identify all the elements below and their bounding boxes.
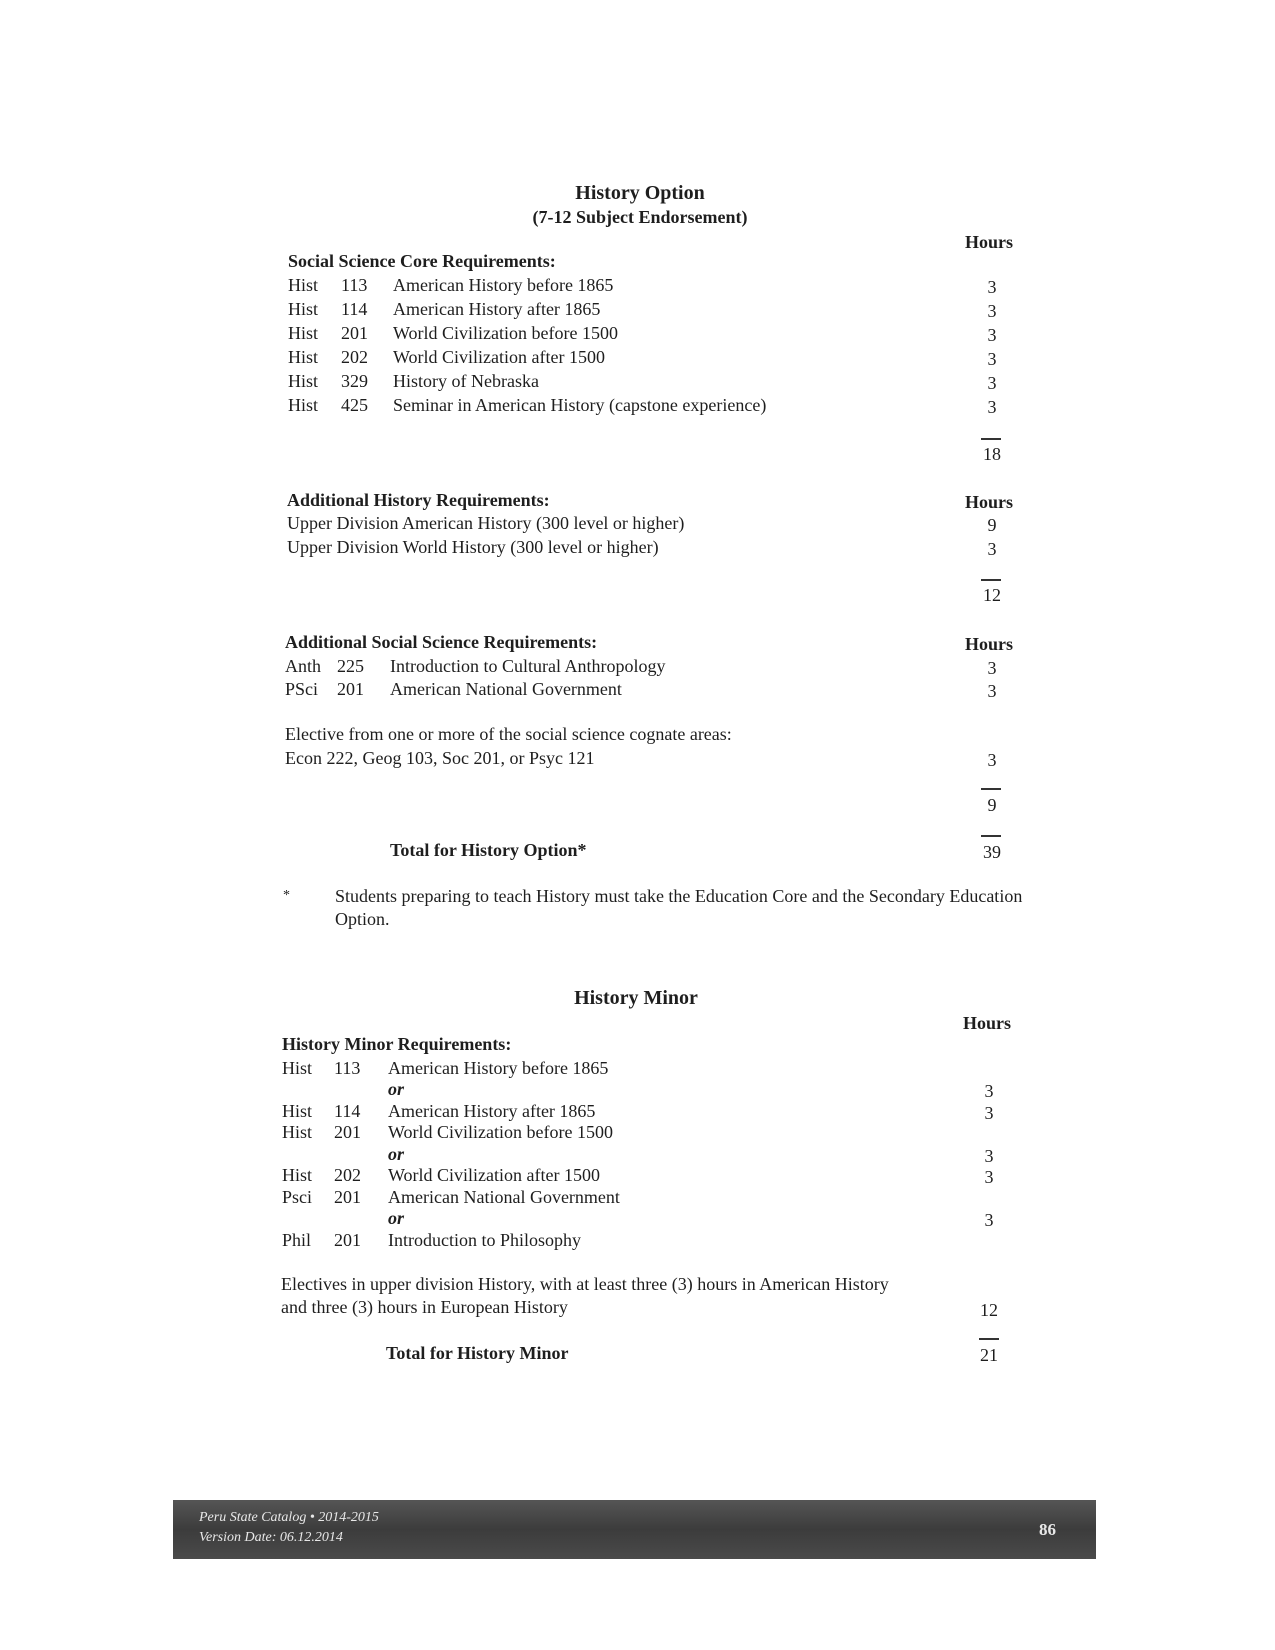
course-number: 113: [334, 1058, 361, 1078]
hours-header: Hours: [965, 232, 1014, 252]
course-hours: 3: [987, 301, 997, 321]
course-hours: 3: [987, 373, 997, 393]
course-number: 202: [341, 347, 368, 367]
course-name: Seminar in American History (capstone experience): [393, 395, 767, 415]
subtotal: 9: [987, 795, 997, 815]
course-hours: 3: [987, 325, 997, 345]
elective-text: Elective from one or more of the social science cognate areas:: [285, 724, 732, 744]
course-number: 201: [341, 323, 368, 343]
course-name: World Civilization before 1500: [393, 323, 618, 343]
section-heading: Additional Social Science Requirements:: [285, 632, 598, 652]
course-number: 113: [341, 275, 368, 295]
hours-header: Hours: [965, 634, 1014, 654]
course-dept: Hist: [288, 347, 319, 367]
subtotal: 18: [983, 444, 1001, 464]
or-separator: or: [388, 1144, 405, 1164]
course-hours: 3: [987, 681, 997, 701]
minor-title: History Minor: [574, 987, 698, 1009]
option-subtitle: (7-12 Subject Endorsement): [532, 207, 748, 227]
course-number: 425: [341, 395, 368, 415]
course-dept: Hist: [288, 395, 319, 415]
course-hours: 3: [987, 397, 997, 417]
footer-catalog: Peru State Catalog • 2014-2015: [199, 1510, 379, 1525]
footnote-text: Students preparing to teach History must take the Education Core and the Secondary Education: [335, 886, 1023, 906]
section-heading: History Minor Requirements:: [282, 1034, 512, 1054]
course-dept: Psci: [282, 1187, 313, 1207]
course-dept: Hist: [288, 323, 319, 343]
total-rule: [981, 835, 1001, 837]
course-number: 329: [341, 371, 368, 391]
course-name: American History after 1865: [393, 299, 601, 319]
total-label: Total for History Minor: [386, 1343, 569, 1363]
course-dept: Hist: [282, 1165, 313, 1185]
course-name: World Civilization after 1500: [393, 347, 606, 367]
footnote-text: Option.: [335, 909, 390, 929]
subtotal-rule: [981, 579, 1001, 581]
requirement-item: Upper Division World History (300 level or higher): [287, 537, 659, 557]
electives-hours: 12: [980, 1300, 998, 1320]
footer-version: Version Date: 06.12.2014: [199, 1530, 343, 1545]
course-dept: Hist: [282, 1122, 313, 1142]
or-separator: or: [388, 1208, 405, 1228]
hours-header: Hours: [963, 1013, 1012, 1033]
course-name: Introduction to Philosophy: [388, 1230, 581, 1250]
course-name: History of Nebraska: [393, 371, 539, 391]
elective-text: Econ 222, Geog 103, Soc 201, or Psyc 121: [285, 748, 595, 768]
or-separator: or: [388, 1079, 405, 1099]
course-name: American History before 1865: [393, 275, 614, 295]
hours-header: Hours: [965, 492, 1014, 512]
course-name: American History after 1865: [388, 1101, 596, 1121]
electives-text: Electives in upper division History, with at least three (3) hours in American History: [281, 1274, 889, 1294]
course-number: 225: [337, 656, 364, 676]
course-name: American National Government: [390, 679, 622, 699]
course-hours: 3: [987, 349, 997, 369]
course-hours: 3: [984, 1146, 994, 1166]
course-dept: Hist: [288, 299, 319, 319]
course-dept: Hist: [282, 1101, 313, 1121]
total-rule: [979, 1338, 999, 1340]
page-number: 86: [1039, 1520, 1056, 1539]
requirement-hours: 9: [987, 515, 997, 535]
course-hours: 3: [984, 1167, 994, 1187]
course-number: 114: [341, 299, 368, 319]
course-name: Introduction to Cultural Anthropology: [390, 656, 666, 676]
course-number: 114: [334, 1101, 361, 1121]
total-label: Total for History Option*: [390, 840, 587, 860]
course-hours: 3: [984, 1081, 994, 1101]
page-footer: [173, 1500, 1096, 1559]
subtotal-rule: [981, 788, 1001, 790]
course-dept: Phil: [282, 1230, 312, 1250]
total-hours: 21: [980, 1345, 998, 1365]
course-name: World Civilization before 1500: [388, 1122, 613, 1142]
section-heading: Additional History Requirements:: [287, 490, 550, 510]
course-dept: Anth: [285, 656, 321, 676]
electives-text: and three (3) hours in European History: [281, 1297, 568, 1317]
course-name: American History before 1865: [388, 1058, 609, 1078]
course-hours: 3: [987, 658, 997, 678]
course-number: 201: [334, 1230, 361, 1250]
course-hours: 3: [984, 1210, 994, 1230]
course-name: World Civilization after 1500: [388, 1165, 601, 1185]
section-heading: Social Science Core Requirements:: [288, 251, 556, 271]
option-title: History Option: [575, 182, 705, 204]
course-number: 201: [337, 679, 364, 699]
course-dept: PSci: [285, 679, 319, 699]
course-hours: 3: [987, 277, 997, 297]
footnote-mark: *: [283, 888, 290, 903]
subtotal: 12: [983, 585, 1001, 605]
subtotal-rule: [981, 438, 1001, 440]
course-number: 201: [334, 1187, 361, 1207]
course-hours: 3: [984, 1103, 994, 1123]
course-dept: Hist: [288, 371, 319, 391]
course-name: American National Government: [388, 1187, 620, 1207]
course-dept: Hist: [282, 1058, 313, 1078]
course-number: 202: [334, 1165, 361, 1185]
total-hours: 39: [983, 842, 1001, 862]
course-number: 201: [334, 1122, 361, 1142]
course-dept: Hist: [288, 275, 319, 295]
requirement-hours: 3: [987, 539, 997, 559]
requirement-item: Upper Division American History (300 level or higher): [287, 513, 685, 533]
elective-hours: 3: [987, 750, 997, 770]
